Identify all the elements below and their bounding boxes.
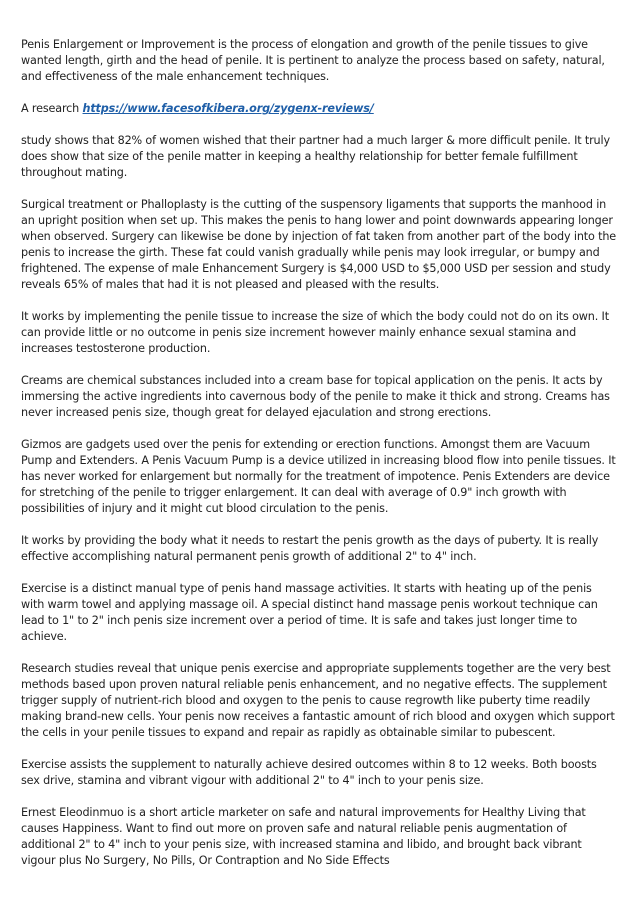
paragraph-surgery: Surgical treatment or Phalloplasty is the cutting of the suspensory ligaments that supports the manhood in an upright position when set up. This makes the penis to hang lower and point downwards appearing longer when observed. Surgery can likewise be done by injection of fat taken from another part of the body into the penis to increase the girth. These fat could vanish gradually while penis may look irregular, or bumpy and frightened. The expense of male Enhancement Surgery is $4,000 USD to $5,000 USD per session and study reveals 65% of males that had it is not pleased and pleased with the results. (21, 198, 617, 291)
paragraph-author: Ernest Eleodinmuo is a short article marketer on safe and natural improvements for Healthy Living that causes Happiness. Want to find out more on proven safe and natural reliable penis augmentation of additional 2" to 4" inch to your penis size, with increased stamina and libido, and brought back vibrant vigour plus No Surgery, No Pills, Or Contraption and No Side Effects (21, 806, 586, 867)
paragraph-research-link (21, 101, 617, 117)
paragraph-research-studies: Research studies reveal that unique penis exercise and appropriate supplements together are the very best methods based upon proven natural reliable penis enhancement, and no negative effects. The supplement trigger supply of nutrient-rich blood and oxygen to the penis to cause regrowth like puberty time readily making brand-new cells. Your penis now receives a fantastic amount of rich blood and oxygen which support the cells in your penile tissues to expand and repair as rapidly as obtainable similar to pubescent. (21, 662, 615, 739)
paragraph-supplements: It works by providing the body what it needs to restart the penis growth as the days of puberty. It is really effective accomplishing natural permanent penis growth of additional 2" to 4" inch. (21, 534, 599, 563)
paragraph-gizmos: Gizmos are gadgets used over the penis for extending or erection functions. Amongst them are Vacuum Pump and Extenders. A Penis Vacuum Pump is a device utilized in increasing blood flow into penile tissues. It has never worked for enlargement but normally for the treatment of impotence. Penis Extenders are device for stretching of the penile to trigger enlargement. It can deal with average of 0.9" inch growth with possibilities of injury and it might cut blood circulation to the penis. (21, 438, 616, 515)
research-link[interactable]: https://www.facesofkibera.org/zygenx-reviews/ (82, 102, 374, 115)
paragraph-exercise-assists: Exercise assists the supplement to naturally achieve desired outcomes within 8 to 12 weeks. Both boosts sex drive, stamina and vibrant vigour with additional 2" to 4" inch to your penis size. (21, 758, 597, 787)
paragraph-study: study shows that 82% of women wished that their partner had a much larger & more difficult penile. It truly does show that size of the penile matter in keeping a healthy relationship for better female fulfillment throughout mating. (21, 134, 610, 179)
paragraph-creams: Creams are chemical substances included into a cream base for topical application on the penis. It acts by immersing the active ingredients into cavernous body of the penile to make it thick and strong. Creams has never increased penis size, though great for delayed ejaculation and strong erections. (21, 374, 610, 419)
research-prefix: A research (21, 102, 83, 115)
paragraph-pills: It works by implementing the penile tissue to increase the size of which the body could not do on its own. It can provide little or no outcome in penis size increment however mainly enhance sexual stamina and increases testosterone production. (21, 310, 609, 355)
paragraph-intro: Penis Enlargement or Improvement is the process of elongation and growth of the penile tissues to give wanted length, girth and the head of penile. It is pertinent to analyze the process based on safety, natural, and effectiveness of the male enhancement techniques. (21, 38, 605, 83)
paragraph-exercise: Exercise is a distinct manual type of penis hand massage activities. It starts with heating up of the penis with warm towel and applying massage oil. A special distinct hand massage penis workout technique can lead to 1" to 2" inch penis size increment over a period of time. It is safe and takes just longer time to achieve. (21, 582, 598, 643)
